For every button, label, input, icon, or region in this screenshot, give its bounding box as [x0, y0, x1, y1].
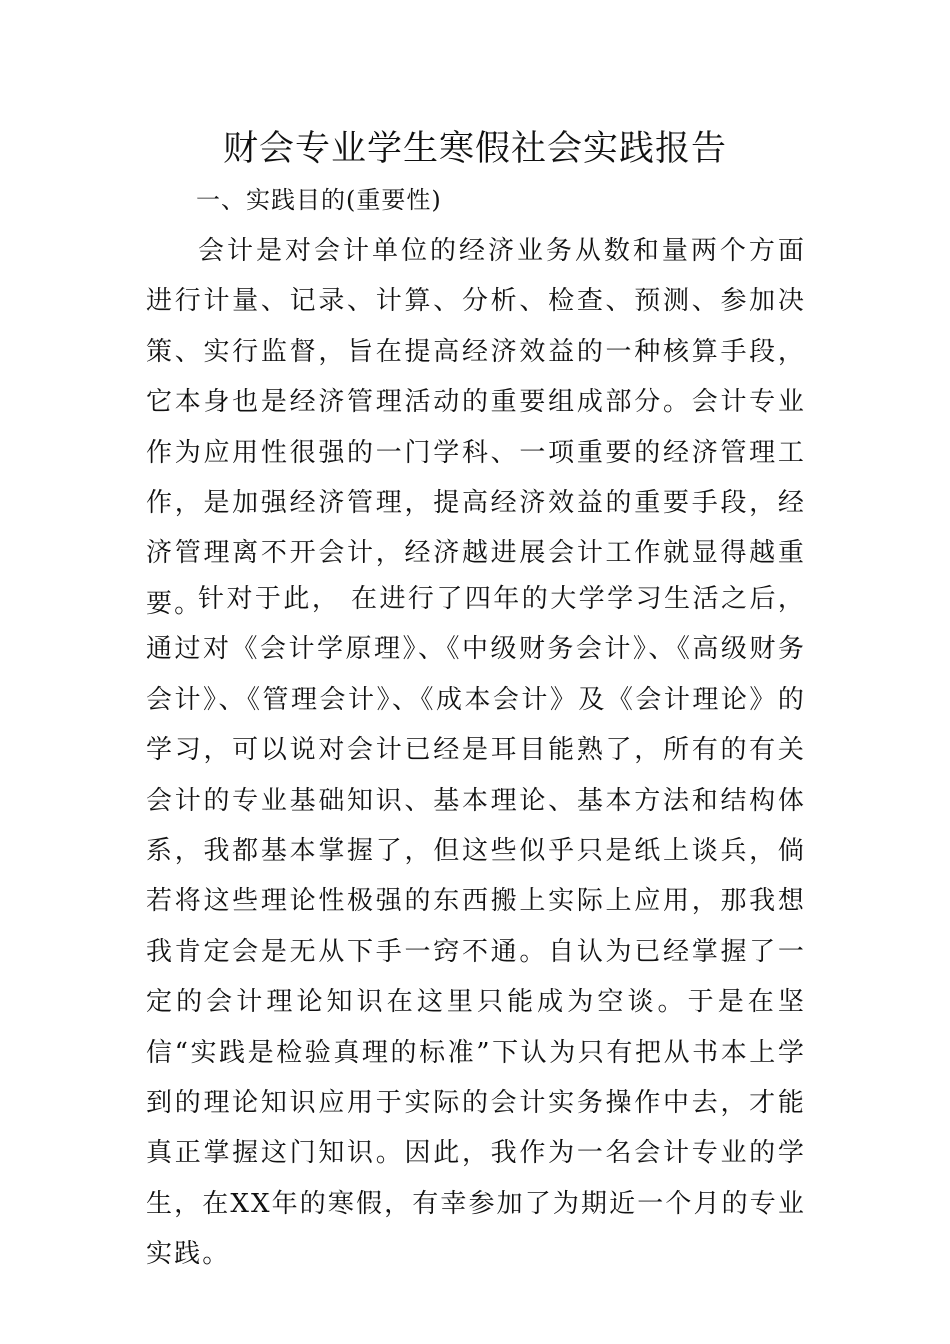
- body-paragraph-1: 会计是对会计单位的经济业务从数和量两个方面进行计量、记录、计算、分析、检查、预测、参加决策、实行监督，旨在提高经济效益的一种核算手段，它本身也是经济管理活动的重要组成部分。会计专业作为应用性很强的一门学科、一项重要的经济管理工作，是加强经济管理，提高经济效益的重要手段，经济管理离不开会计，经济越进展会计工作就显得越重要。: [146, 236, 806, 619]
- section-heading: 一、实践目的(重要性): [196, 186, 442, 214]
- body-paragraph-2: 针对于此， 在进行了四年的大学学习生活之后，通过对《会计学原理》、《中级财务会计》、《高级财务会计》、《管理会计》、《成本会计》及《会计理论》的学习，可以说对会计已经是耳目能熟了，所有的有关会计的专业基础知识、基本理论、基本方法和结构体系，我都基本掌握了，但这些似乎只是纸上谈兵，倘若将这些理论性极强的东西搬上实际上应用，那我想我肯定会是无从下手一窍不通。自认为已经掌握了一定的会计理论知识在这里只能成为空谈。于是在坚信“实践是检验真理的标准”下认为只有把从书本上学到的理论知识应用于实际的会计实务操作中去，才能真正掌握这门知识。因此，我作为一名会计专业的学生，在XX年的寒假，有幸参加了为期近一个月的专业实践。: [146, 584, 806, 1270]
- document-title: 财会专业学生寒假社会实践报告: [222, 129, 727, 169]
